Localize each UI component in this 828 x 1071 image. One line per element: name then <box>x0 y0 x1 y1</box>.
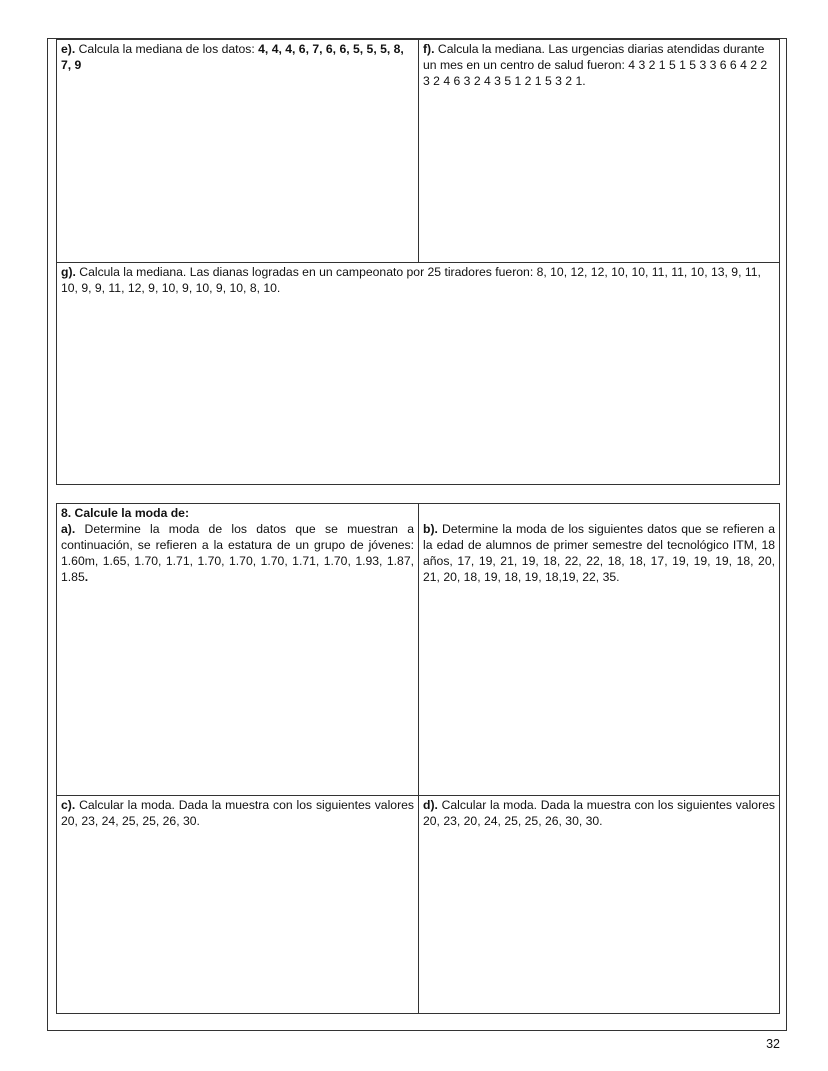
page-number: 32 <box>766 1037 780 1051</box>
exercise-b-label: b). <box>423 522 438 536</box>
exercise-e-data: 4, 4, 4, 6, 7, 6, 6, 5, 5, 5, 8, 7, 9 <box>61 42 404 72</box>
exercise-d-cell <box>418 795 780 1014</box>
exercise-f-text: f). Calcula la mediana. Las urgencias diarias atendidas durante un mes en un centro de salud fueron: 4 3 2 1 5 1 5 3 3 6 6 4 2 2 3 2 4 6 3 2 4 3 5 1 2 1 5 3 2 1. <box>423 42 768 88</box>
exercise-c-text: c). Calcular la moda. Dada la muestra con los siguientes valores 20, 23, 24, 25, 25, 26, 30. <box>61 798 414 828</box>
exercise-b-text: b). Determine la moda de los siguientes datos que se refieren a la edad de alumnos de primer semestre del tecnológico ITM, 18 años, 17, 19, 21, 19, 18, 22, 22, 18, 18, 17, 19, 19, 19, 18, 20, 21, 20, 18, 19, 18, 19, 18,19, 22, 35. <box>423 522 775 584</box>
exercise-a-cell <box>56 503 419 796</box>
exercise-e-cell <box>56 39 419 263</box>
exercise-e-text: e). Calcula la mediana de los datos: 4, 4, 4, 6, 7, 6, 6, 5, 5, 5, 8, 7, 9 <box>61 42 404 72</box>
exercise-a-label: a). <box>61 522 76 536</box>
exercise-a-text: a). Determine la moda de los datos que se muestran a continuación, se refieren a la estatura de un grupo de jóvenes: 1.60m, 1.65, 1.70, 1.71, 1.70, 1.70, 1.70, 1.71, 1.70, 1.93, 1.87, 1.85. <box>61 522 414 584</box>
section-8-heading: 8. Calcule la moda de: <box>61 506 190 520</box>
exercise-g-label: g). <box>61 265 76 279</box>
exercise-c-label: c). <box>61 798 76 812</box>
exercise-c-cell <box>56 795 419 1014</box>
exercise-d-label: d). <box>423 798 438 812</box>
exercise-e-label: e). <box>61 42 76 56</box>
exercise-g-cell <box>56 262 780 485</box>
exercise-f-cell <box>418 39 780 263</box>
exercise-g-text: g). Calcula la mediana. Las dianas logradas en un campeonato por 25 tiradores fueron: 8, 10, 12, 12, 10, 10, 11, 11, 10, 13, 9, 11, 10, 9, 9, 11, 12, 9, 10, 9, 10, 9, 10, 8, 10. <box>61 265 761 295</box>
exercise-b-cell <box>418 503 780 796</box>
exercise-f-label: f). <box>423 42 435 56</box>
exercise-d-text: d). Calcular la moda. Dada la muestra con los siguientes valores 20, 23, 20, 24, 25, 25, 26, 30, 30. <box>423 798 775 828</box>
